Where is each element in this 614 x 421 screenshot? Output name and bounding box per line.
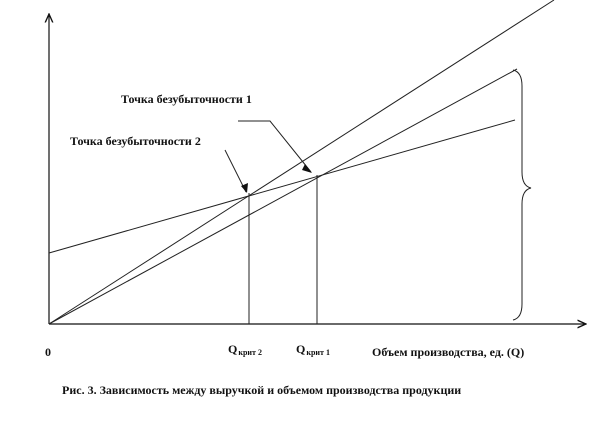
figure-caption: Рис. 3. Зависимость между выручкой и объемом производства продукции xyxy=(62,383,462,397)
break-even-1-leader xyxy=(238,121,311,172)
x-axis-label: Объем производства, ед. (Q) xyxy=(372,345,525,359)
break-even-1-arrowhead xyxy=(302,164,312,173)
q-crit-1-label xyxy=(296,342,330,357)
q-crit-1-main: Q xyxy=(296,342,306,356)
revenue-line-steep xyxy=(49,0,554,324)
revenue-line xyxy=(49,69,517,324)
q-crit-2-main: Q xyxy=(228,342,238,356)
curly-brace xyxy=(513,70,531,320)
break-even-2-label: Точка безубыточности 2 xyxy=(70,134,201,148)
origin-label: 0 xyxy=(45,345,51,359)
q-crit-1-sub: крит 1 xyxy=(306,348,330,357)
q-crit-2-sub: крит 2 xyxy=(238,348,262,357)
q-crit-2-label xyxy=(228,342,262,357)
break-even-1-label: Точка безубыточности 1 xyxy=(121,92,252,106)
